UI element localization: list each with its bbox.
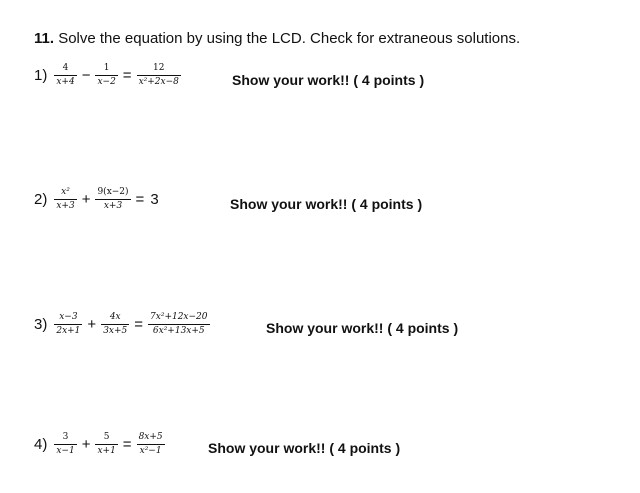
denominator: x²−1 bbox=[137, 444, 165, 456]
numerator: 12 bbox=[152, 63, 165, 73]
denominator: x−1 bbox=[56, 446, 75, 456]
fraction bbox=[95, 188, 130, 211]
denominator: 6x²+13x+5 bbox=[148, 324, 209, 336]
problem-2 bbox=[34, 188, 162, 211]
fraction bbox=[54, 433, 76, 456]
numerator: 7x²+12x−20 bbox=[150, 312, 208, 322]
fraction bbox=[137, 433, 165, 456]
show-work-label: Show your work!! ( 4 points ) bbox=[266, 320, 459, 336]
denominator: x−2 bbox=[97, 77, 116, 87]
right-hand-side: 3 bbox=[150, 191, 159, 208]
denominator: x+4 bbox=[56, 77, 75, 87]
equals-sign: = bbox=[122, 436, 132, 453]
equals-sign: = bbox=[122, 67, 132, 84]
show-work-label: Show your work!! ( 4 points ) bbox=[230, 196, 423, 212]
numerator: 4x bbox=[109, 312, 121, 322]
numerator: x−3 bbox=[59, 312, 78, 322]
denominator: x+3 bbox=[56, 201, 75, 211]
fraction bbox=[95, 64, 117, 87]
numerator: 5 bbox=[103, 432, 110, 442]
problem-number: 4) bbox=[34, 436, 48, 453]
problem-number: 1) bbox=[34, 67, 48, 84]
equals-sign: = bbox=[135, 191, 145, 208]
numerator: 9(x−2) bbox=[97, 187, 129, 197]
operator: + bbox=[87, 316, 97, 333]
fraction bbox=[137, 64, 181, 87]
numerator: 4 bbox=[62, 63, 69, 73]
question-number: 11. bbox=[34, 30, 55, 47]
show-work-label: Show your work!! ( 4 points ) bbox=[232, 72, 425, 88]
numerator: 1 bbox=[103, 63, 110, 73]
fraction bbox=[54, 313, 82, 336]
problem-4 bbox=[34, 433, 167, 456]
problem-1 bbox=[34, 64, 183, 87]
denominator: 3x+5 bbox=[103, 326, 128, 336]
equals-sign: = bbox=[134, 316, 144, 333]
operator: + bbox=[81, 436, 91, 453]
numerator: x² bbox=[61, 187, 70, 197]
problem-number: 3) bbox=[34, 316, 48, 333]
numerator: 3 bbox=[62, 432, 69, 442]
problem-3 bbox=[34, 313, 212, 336]
show-work-label: Show your work!! ( 4 points ) bbox=[208, 440, 401, 456]
denominator: x+1 bbox=[97, 446, 116, 456]
denominator: x²+2x−8 bbox=[138, 77, 179, 87]
fraction bbox=[54, 188, 76, 211]
fraction bbox=[101, 313, 129, 336]
denominator: x+3 bbox=[95, 199, 130, 211]
denominator: 2x+1 bbox=[56, 326, 81, 336]
fraction bbox=[54, 64, 76, 87]
fraction bbox=[148, 313, 209, 336]
fraction bbox=[95, 433, 117, 456]
operator: − bbox=[81, 67, 91, 84]
numerator: 8x+5 bbox=[138, 432, 163, 442]
operator: + bbox=[81, 191, 91, 208]
instructions-heading bbox=[34, 30, 520, 47]
instructions-text: Solve the equation by using the LCD. Check for extraneous solutions. bbox=[58, 30, 521, 47]
problem-number: 2) bbox=[34, 191, 48, 208]
